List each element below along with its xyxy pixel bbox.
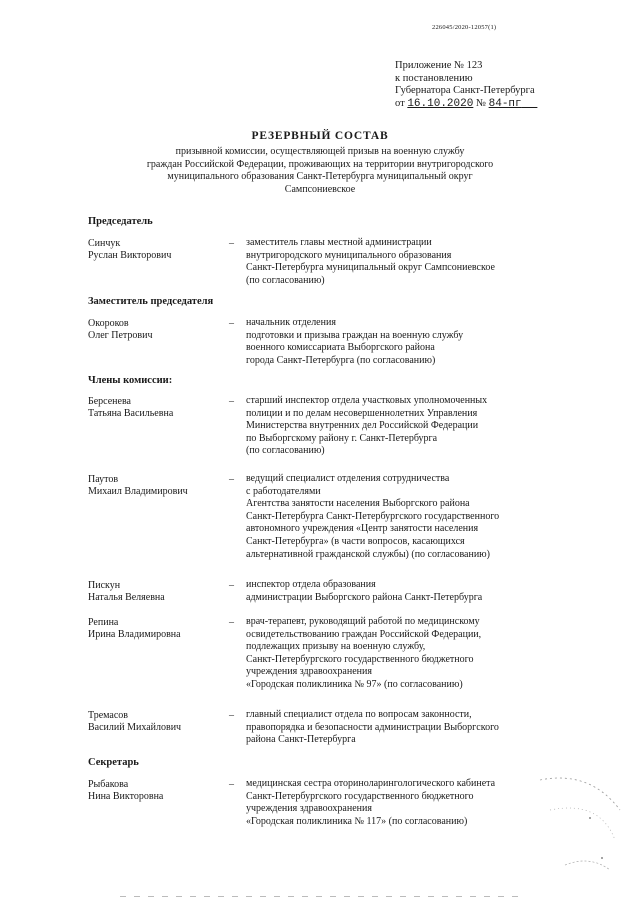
dash: –: [229, 779, 234, 790]
person-role: начальник отделения подготовки и призыва граждан на военную службу военного комиссариата Выборгского района города Санкт-Петербурга (по согласованию): [246, 317, 464, 366]
subtitle-line: граждан Российской Федерации, проживающих на территории внутригородского: [146, 158, 494, 170]
appendix-number: 84-пг: [488, 97, 522, 110]
person-role: медицинская сестра оториноларингологического кабинета Санкт-Петербургского государственного бюджетного учреждения здравоохранения «Городская поликлиника № 117» (по согласованию): [246, 778, 496, 827]
person-role: главный специалист отдела по вопросам законности, правопорядка и безопасности администрации Выборгского района Санкт-Петербурга: [246, 709, 499, 746]
number-prefix: №: [475, 97, 486, 109]
dash: –: [229, 318, 234, 329]
dash: –: [229, 617, 234, 628]
person-role: инспектор отдела образования администрации Выборгского района Санкт-Петербурга: [246, 579, 483, 603]
section-deputy: Заместитель председателя: [88, 296, 214, 307]
person-name: Паутов Михаил Владимирович: [88, 474, 188, 497]
dash: –: [229, 710, 234, 721]
person-role: ведущий специалист отделения сотрудничества с работодателями Агентства занятости населения Выборгского района Санкт-Петербурга Санкт-Петербургского государственного автономного учреждения «Центр занятости населения Санкт-Петербурга» (в части вопросов, касающихся альтернативной гражданской службы) (по согласованию): [246, 473, 500, 560]
document-subtitle: [70, 146, 570, 196]
document-title: РЕЗЕРВНЫЙ СОСТАВ: [251, 130, 389, 142]
document-id: 226045/2020-12057(1): [432, 24, 497, 31]
appendix-date: 16.10.2020: [407, 97, 474, 110]
person-role: заместитель главы местной администрации внутригородского муниципального образования Санкт-Петербурга муниципальный округ Сампсониевское (по согласованию): [246, 237, 495, 286]
person-name: Тремасов Василий Михайлович: [88, 710, 182, 733]
dash: –: [229, 238, 234, 249]
person-role: старший инспектор отдела участковых уполномоченных полиции и по делам несовершеннолетних Управления Министерства внутренних дел Российской Федерации по Выборгскому району г. Санкт-Петербурга (по согласованию): [246, 395, 488, 457]
dash: –: [229, 474, 234, 485]
appendix-line-1: Приложение № 123: [395, 60, 483, 71]
subtitle-line: Сампсониевское: [284, 183, 356, 195]
dash: –: [229, 580, 234, 591]
dash: –: [229, 396, 234, 407]
person-role: врач-терапевт, руководящий работой по медицинскому освидетельствованию граждан Российской Федерации, подлежащих призыву на военную службу, Санкт-Петербургского государственного бюджетного учреждения здравоохранения «Городская поликлиника № 97» (по согласованию): [246, 616, 482, 690]
appendix-line-3: Губернатора Санкт-Петербурга: [395, 85, 535, 96]
person-name: Берсенева Татьяна Васильевна: [88, 396, 174, 419]
appendix-date-line: [395, 98, 537, 111]
section-secretary: Секретарь: [88, 757, 139, 768]
appendix-line-2: к постановлению: [395, 72, 473, 84]
person-name: Пискун Наталья Веляевна: [88, 580, 165, 603]
section-members: Члены комиссии:: [88, 375, 173, 386]
date-prefix: от: [395, 97, 405, 109]
person-name: Рыбакова Нина Викторовна: [88, 779, 164, 802]
subtitle-line: муниципального образования Санкт-Петербурга муниципальный округ: [167, 171, 473, 182]
stamp-mark: [530, 770, 630, 880]
person-name: Синчук Руслан Викторович: [88, 238, 172, 261]
section-chair: Председатель: [88, 216, 153, 227]
person-name: Репина Ирина Владимировна: [88, 617, 181, 640]
footer-line: [120, 896, 520, 897]
subtitle-line: призывной комиссии, осуществляющей призыв на военную службу: [175, 146, 465, 157]
person-name: Окороков Олег Петрович: [88, 318, 153, 341]
appendix-block: [395, 60, 537, 110]
